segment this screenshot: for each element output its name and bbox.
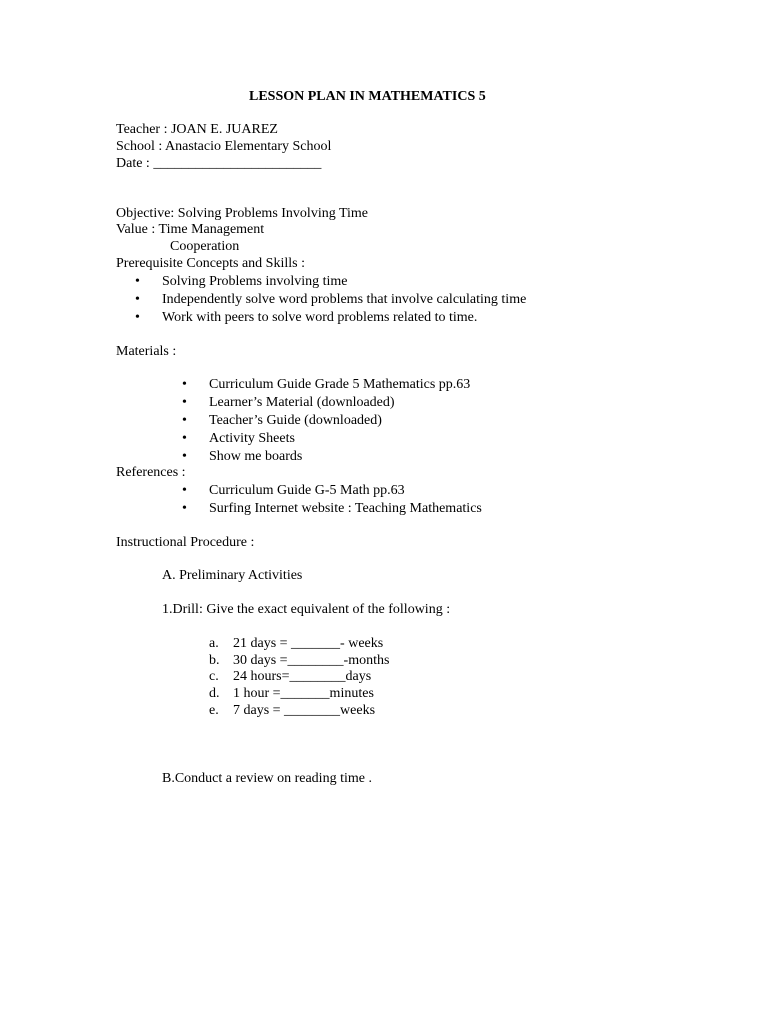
list-item-text: Show me boards <box>209 449 303 464</box>
references-heading: References : <box>116 465 186 480</box>
list-item <box>182 449 303 465</box>
drill-item <box>209 703 376 719</box>
bullet-icon: • <box>182 483 187 498</box>
drill-item-mark: d. <box>209 686 220 701</box>
list-item-text: Work with peers to solve word problems related to time. <box>162 310 478 325</box>
drill-item-text: 30 days =________-months <box>233 653 390 668</box>
list-item <box>182 431 295 447</box>
section-b-heading: B.Conduct a review on reading time . <box>162 771 372 786</box>
bullet-icon: • <box>182 501 187 516</box>
list-item-text: Learner’s Material (downloaded) <box>209 395 395 410</box>
list-item <box>182 413 382 429</box>
value-line-2: Cooperation <box>170 239 240 254</box>
drill-item <box>209 653 390 669</box>
teacher-line: Teacher : JOAN E. JUAREZ <box>116 122 278 137</box>
bullet-icon: • <box>182 377 187 392</box>
drill-item-text: 24 hours=________days <box>233 669 372 684</box>
bullet-icon: • <box>182 413 187 428</box>
drill-item <box>209 636 384 652</box>
prerequisite-heading: Prerequisite Concepts and Skills : <box>116 256 305 271</box>
list-item-text: Curriculum Guide Grade 5 Mathematics pp.63 <box>209 377 471 392</box>
list-item-text: Teacher’s Guide (downloaded) <box>209 413 382 428</box>
list-item-text: Solving Problems involving time <box>162 274 348 289</box>
list-item <box>135 292 527 308</box>
date-line: Date : ________________________ <box>116 156 322 171</box>
school-line: School : Anastacio Elementary School <box>116 139 332 154</box>
drill-item-mark: e. <box>209 703 219 718</box>
drill-item-mark: a. <box>209 636 219 651</box>
drill-item-text: 1 hour =_______minutes <box>233 686 374 701</box>
drill-item-mark: c. <box>209 669 219 684</box>
materials-heading: Materials : <box>116 344 177 359</box>
bullet-icon: • <box>182 449 187 464</box>
list-item <box>182 395 395 411</box>
bullet-icon: • <box>135 292 140 307</box>
drill-item-text: 7 days = ________weeks <box>233 703 376 718</box>
drill-item <box>209 669 372 685</box>
value-line: Value : Time Management <box>116 222 265 237</box>
list-item <box>182 377 471 393</box>
drill-heading: 1.Drill: Give the exact equivalent of the following : <box>162 602 451 617</box>
drill-item <box>209 686 374 702</box>
bullet-icon: • <box>135 274 140 289</box>
bullet-icon: • <box>135 310 140 325</box>
bullet-icon: • <box>182 395 187 410</box>
page-title: LESSON PLAN IN MATHEMATICS 5 <box>249 89 486 104</box>
drill-item-mark: b. <box>209 653 220 668</box>
list-item <box>182 483 405 499</box>
objective-line: Objective: Solving Problems Involving Time <box>116 206 369 221</box>
list-item <box>182 501 482 517</box>
procedure-heading: Instructional Procedure : <box>116 535 255 550</box>
list-item-text: Activity Sheets <box>209 431 295 446</box>
list-item-text: Surfing Internet website : Teaching Mathematics <box>209 501 482 516</box>
list-item-text: Curriculum Guide G-5 Math pp.63 <box>209 483 405 498</box>
list-item <box>135 310 478 326</box>
section-a-heading: A. Preliminary Activities <box>162 568 303 583</box>
bullet-icon: • <box>182 431 187 446</box>
list-item-text: Independently solve word problems that involve calculating time <box>162 292 527 307</box>
list-item <box>135 274 348 290</box>
drill-item-text: 21 days = _______- weeks <box>233 636 384 651</box>
